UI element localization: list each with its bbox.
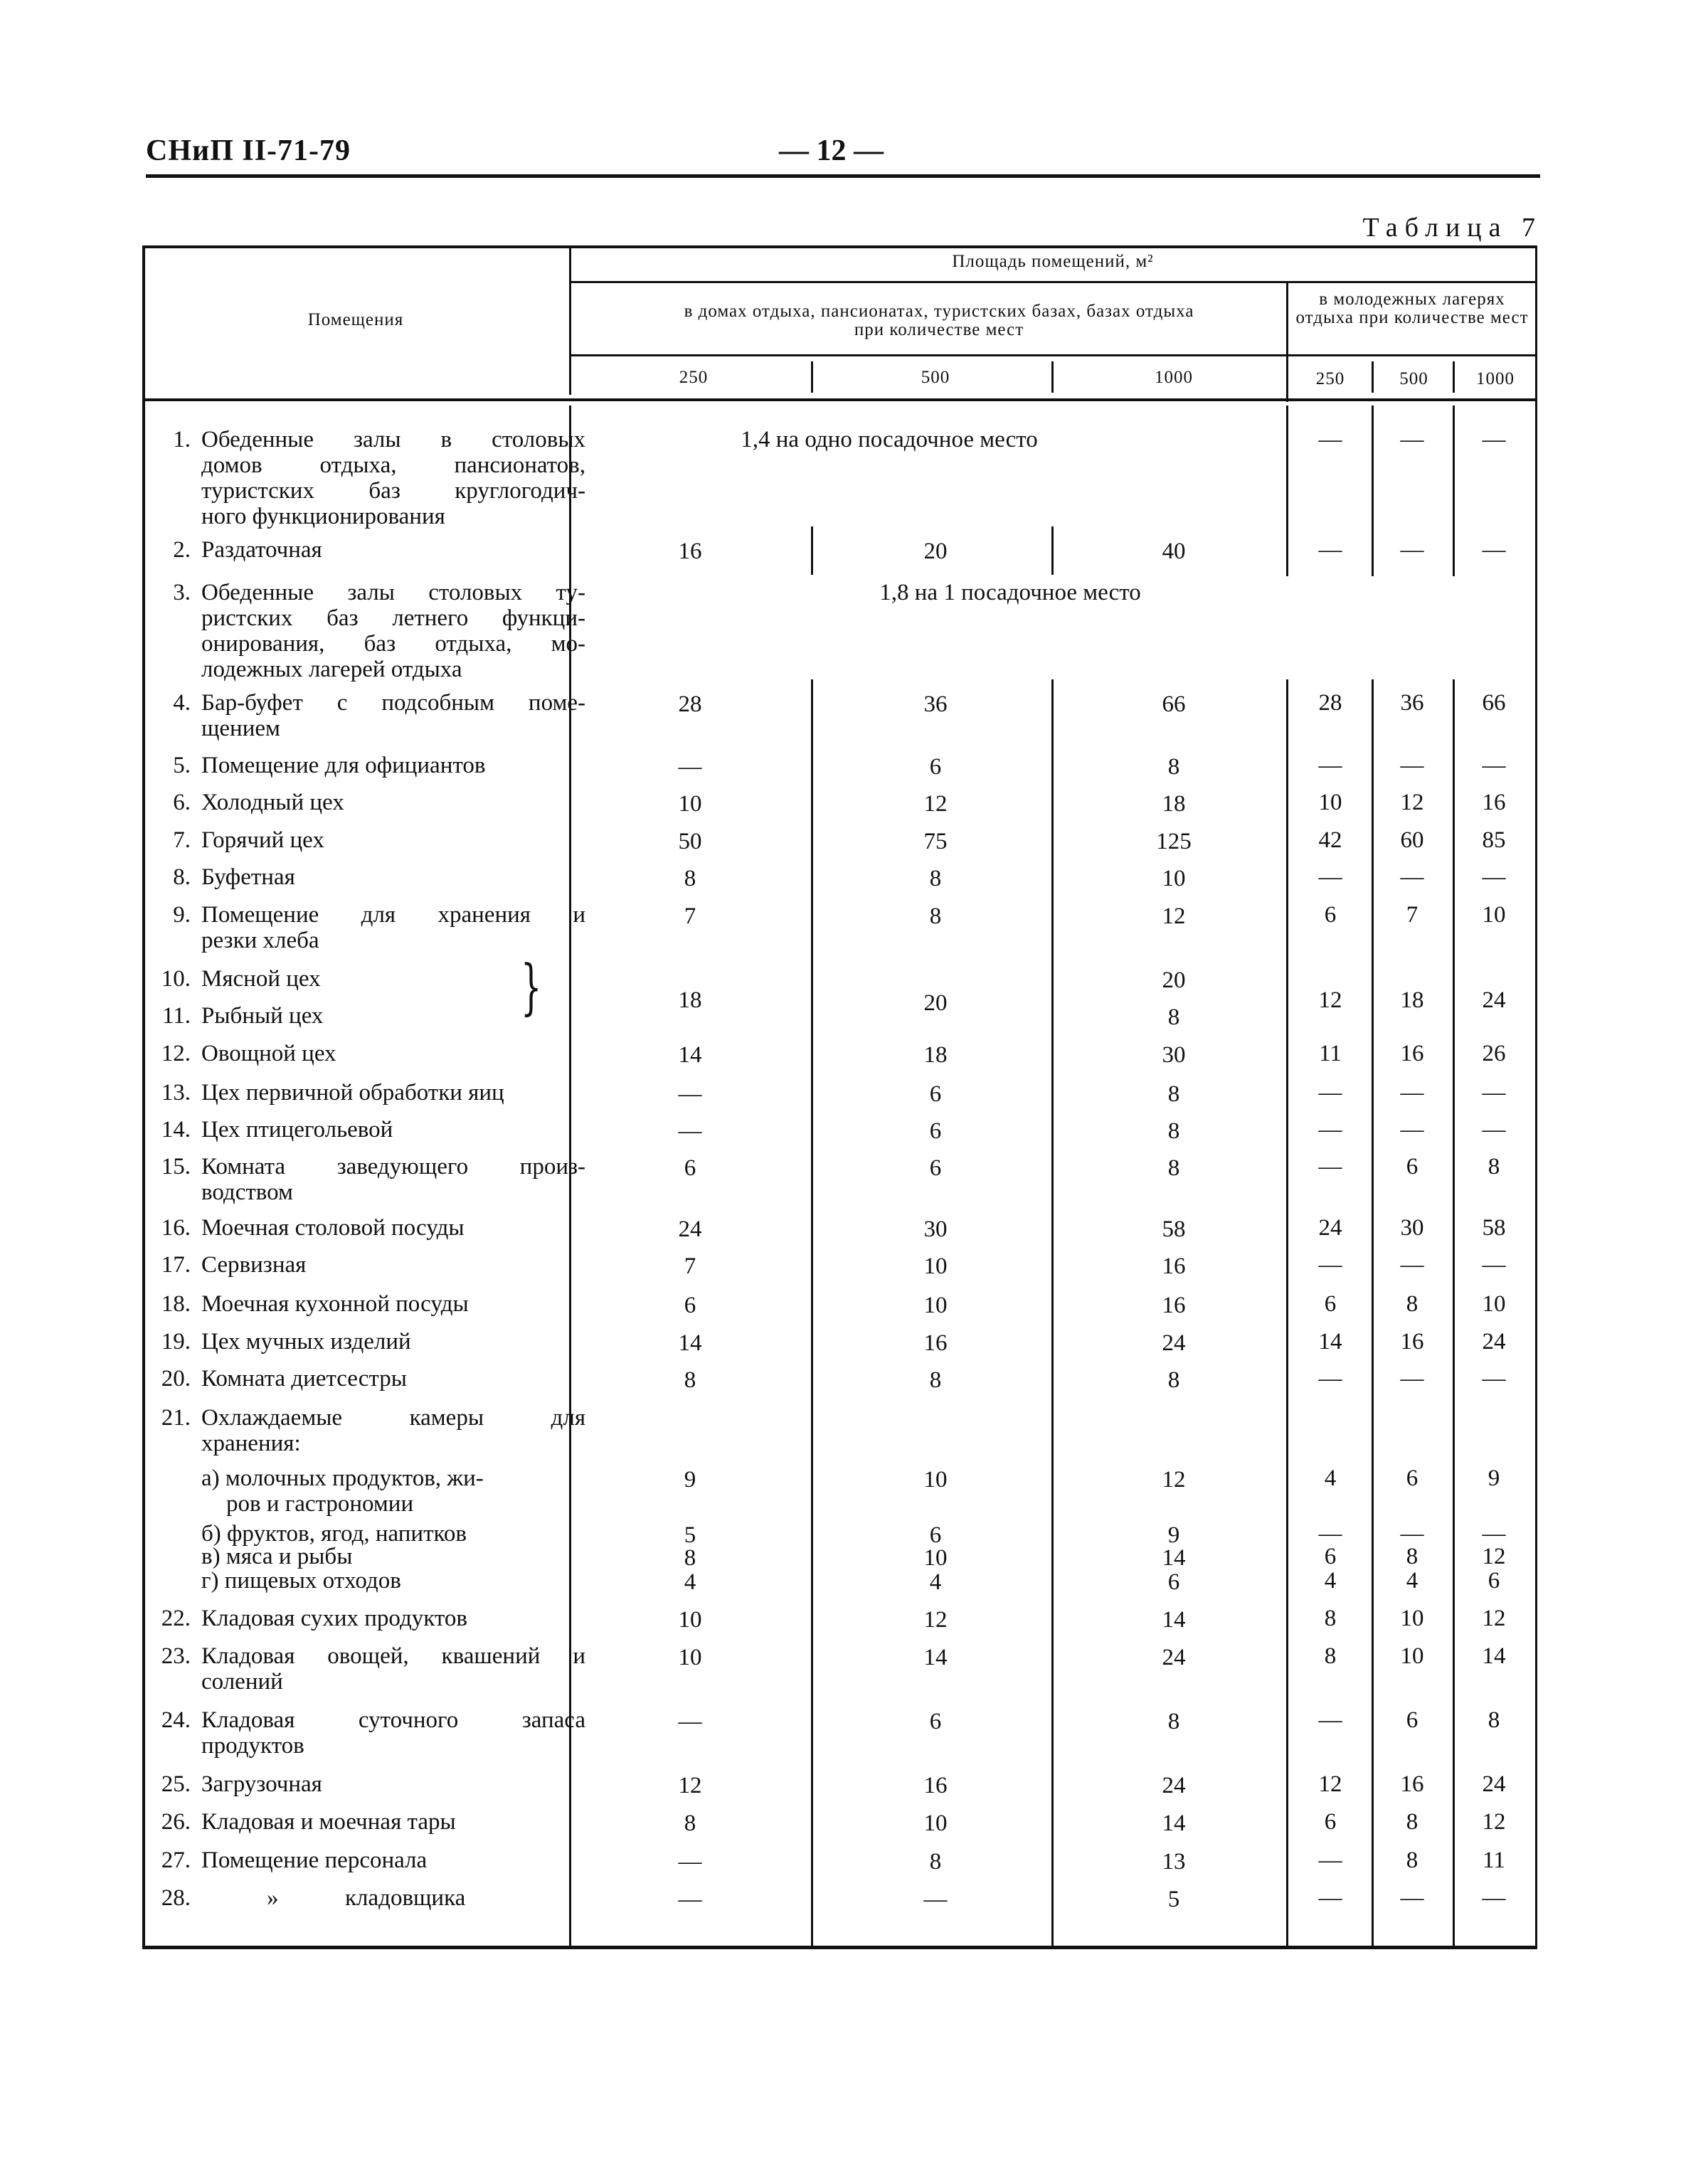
table-cell: — — [1318, 537, 1342, 563]
table-cell: — — [1400, 1252, 1424, 1278]
document-code: СНиП II-71-79 — [146, 134, 351, 167]
header-premises-divider — [569, 245, 571, 395]
row-label: Помещение для хранения и — [201, 902, 585, 928]
row-sublabel: ров и гастрономии — [226, 1491, 414, 1517]
page-number: — 12 — — [779, 134, 884, 167]
table-cell: — — [923, 1887, 948, 1912]
row-number: 6. — [173, 790, 191, 815]
row-label: продуктов — [201, 1733, 304, 1759]
table-cell: — — [1482, 1080, 1506, 1106]
row-label: онирования, баз отдыха, мо- — [201, 631, 585, 657]
table-cell: 14 — [1162, 1811, 1186, 1836]
table-cell: — — [1318, 864, 1342, 890]
table-cell: 8 — [1406, 1291, 1418, 1317]
g2-places-250: 250 — [1315, 369, 1345, 388]
table-cell: 8 — [1167, 1004, 1180, 1030]
table-cell: 11 — [1319, 1041, 1342, 1066]
table-cell: 20 — [1162, 968, 1186, 993]
row-label: Рыбный цех — [201, 1003, 324, 1029]
table-cell: 16 — [678, 539, 702, 564]
table-cell: — — [1318, 1252, 1342, 1278]
table-cell: — — [678, 1709, 702, 1734]
row-label: Холодный цех — [201, 790, 344, 815]
table-cell: 14 — [923, 1645, 948, 1670]
table-cell: 5 — [1167, 1887, 1180, 1912]
row-label: Цех птицегольевой — [201, 1117, 393, 1143]
table-cell: — — [1482, 753, 1506, 778]
table-cell: 28 — [678, 691, 702, 717]
row-label: резки хлеба — [201, 928, 319, 953]
row1-span-note: 1,4 на одно посадочное место — [741, 427, 1038, 452]
header-places-rule — [569, 354, 1537, 356]
table-cell: 13 — [1162, 1849, 1186, 1875]
table-cell: 8 — [1167, 1118, 1180, 1144]
table-cell: — — [678, 754, 702, 780]
table-cell: 30 — [1400, 1215, 1424, 1241]
row3-span-note: 1,8 на 1 посадочное место — [879, 580, 1141, 605]
table-cell: — — [1318, 1154, 1342, 1180]
table-cell: 10 — [1400, 1606, 1424, 1631]
table-cell: 66 — [1162, 691, 1186, 717]
merged-10-11-g2-500: 18 — [1400, 987, 1424, 1013]
table-cell: 8 — [1167, 1081, 1180, 1107]
row-label: Помещение персонала — [201, 1848, 428, 1873]
table-cell: 8 — [684, 1811, 696, 1836]
row-label: Кладовая и моечная тары — [201, 1809, 456, 1835]
table-cell: — — [1318, 1848, 1342, 1873]
row-number: 2. — [173, 537, 191, 563]
header-bottom-rule — [142, 398, 1537, 401]
places-sep — [1372, 361, 1374, 393]
row-number: 21. — [161, 1405, 191, 1431]
row-number: 13. — [161, 1080, 191, 1106]
table-cell: — — [1318, 753, 1342, 778]
table-cell: 8 — [1324, 1643, 1337, 1669]
table-cell: 18 — [923, 1042, 948, 1068]
table-cell: 8 — [684, 1367, 696, 1393]
table-cell: 4 — [929, 1569, 942, 1595]
table-cell: 4 — [684, 1569, 696, 1595]
table-cell: 16 — [1482, 790, 1506, 815]
table-cell: — — [1400, 1366, 1424, 1391]
row-label: Кладовая сухих продуктов — [201, 1606, 467, 1631]
row-number: 24. — [161, 1707, 191, 1733]
row-number: 12. — [161, 1041, 191, 1066]
table-cell: 9 — [684, 1467, 696, 1493]
places-sep — [811, 361, 813, 393]
g1-places-1000: 1000 — [1155, 368, 1193, 387]
row-number: 22. — [161, 1606, 191, 1631]
table-cell: 85 — [1482, 827, 1506, 853]
table-cell: 14 — [1162, 1545, 1186, 1571]
table-cell: 6 — [1324, 1291, 1337, 1317]
table-cell: 11 — [1483, 1848, 1505, 1873]
row-sublabel: а) молочных продуктов, жи- — [201, 1465, 484, 1491]
table-cell: — — [1400, 1521, 1424, 1547]
header-area-rule — [569, 281, 1537, 283]
table-cell: 8 — [1167, 1367, 1180, 1393]
row-label: Загрузочная — [201, 1771, 322, 1797]
row-label: Комната заведующего произ- — [201, 1154, 585, 1180]
row-label: Овощной цех — [201, 1041, 336, 1066]
table-cell: 16 — [1400, 1329, 1424, 1355]
table-cell: 10 — [678, 1607, 702, 1633]
table-cell: — — [1318, 1707, 1342, 1733]
table-cell: — — [1318, 1366, 1342, 1391]
table-cell: 12 — [678, 1773, 702, 1798]
table-cell: — — [678, 1849, 702, 1875]
table-cell: 6 — [684, 1293, 696, 1318]
table-cell: 10 — [1400, 1643, 1424, 1669]
row-label: Комната диетсестры — [201, 1366, 407, 1391]
row-label: Охлаждаемые камеры для — [201, 1405, 585, 1431]
table-cell: 14 — [1482, 1643, 1506, 1669]
row-label: » — [267, 1885, 279, 1911]
table-cell: 16 — [923, 1330, 948, 1356]
table-cell: 8 — [1406, 1809, 1418, 1835]
table-cell: 12 — [1162, 903, 1186, 929]
table-cell: 125 — [1156, 829, 1192, 854]
row-label: Помещение для официантов — [201, 753, 486, 778]
table-cell: 16 — [1400, 1041, 1424, 1066]
table-cell: — — [1400, 753, 1424, 778]
row-number: 10. — [161, 966, 191, 992]
table-cell: 6 — [1324, 1809, 1337, 1835]
table-cell: 24 — [1482, 1771, 1506, 1797]
merged-10-11-g1-500: 20 — [923, 990, 948, 1016]
table-cell: 6 — [929, 1118, 942, 1144]
g1-places-500: 500 — [921, 368, 950, 387]
table-cell: 10 — [678, 1645, 702, 1670]
merged-10-11-g2-250: 12 — [1318, 987, 1342, 1013]
table-cell: 6 — [1167, 1569, 1180, 1595]
table-cell: — — [1400, 1117, 1424, 1143]
table-cell: — — [1318, 1521, 1342, 1547]
table-cell: — — [1482, 1252, 1506, 1278]
row-label: Сервизная — [201, 1252, 307, 1278]
table-cell: 4 — [1406, 1568, 1418, 1594]
g1-places-250: 250 — [679, 368, 709, 387]
grouping-brace: } — [521, 952, 542, 1022]
table-cell: 12 — [1482, 1809, 1506, 1835]
table-cell: 36 — [1400, 690, 1424, 716]
table-cell: 10 — [923, 1545, 948, 1571]
row-label: хранения: — [201, 1431, 301, 1456]
table-cell: 66 — [1482, 690, 1506, 716]
table-cell: — — [678, 1887, 702, 1912]
row-label: солений — [201, 1669, 283, 1695]
table-cell: 36 — [923, 691, 948, 717]
table-cell: 8 — [1488, 1707, 1500, 1733]
row-label: Моечная кухонной посуды — [201, 1291, 469, 1317]
table-cell: 8 — [929, 903, 942, 929]
table-cell: 12 — [1482, 1606, 1506, 1631]
table-cell: 12 — [1318, 1771, 1342, 1797]
table-cell: 14 — [1162, 1607, 1186, 1633]
table-cell: 30 — [1162, 1042, 1186, 1068]
row-label: туристских баз круглогодич- — [201, 478, 585, 504]
table-cell: 16 — [1400, 1771, 1424, 1797]
header-rule — [146, 174, 1540, 178]
header-group-divider — [1286, 281, 1288, 402]
row-number: 7. — [173, 827, 191, 853]
table-cell: 24 — [1162, 1773, 1186, 1798]
table-cell: 6 — [684, 1155, 696, 1181]
table-cell: 8 — [929, 1367, 942, 1393]
table-cell: 10 — [923, 1293, 948, 1318]
table-cell: 6 — [929, 1155, 942, 1181]
table-cell: — — [1400, 427, 1424, 452]
row-label: Горячий цех — [201, 827, 324, 853]
table-cell: 42 — [1318, 827, 1342, 853]
table-cell: 6 — [929, 1709, 942, 1734]
table-top-rule — [142, 245, 1537, 248]
table-cell: 10 — [923, 1253, 948, 1279]
table-cell: 58 — [1162, 1216, 1186, 1242]
row-label: Кладовая суточного запаса — [201, 1707, 585, 1733]
g2-places-500: 500 — [1399, 369, 1428, 388]
group2-header: в молодежных лагерях отдыха при количестве мест — [1295, 290, 1529, 327]
row-sublabel: б) фруктов, ягод, напитков — [201, 1521, 467, 1547]
table-cell: 8 — [1167, 1709, 1180, 1734]
table-cell: — — [1318, 427, 1342, 452]
row-number: 8. — [173, 864, 191, 890]
merged-10-11-g1-250: 18 — [678, 987, 702, 1013]
table-cell: 12 — [923, 1607, 948, 1633]
row-number: 9. — [173, 902, 191, 928]
table-cell: 50 — [678, 829, 702, 854]
table-cell: 18 — [1162, 791, 1186, 817]
table-cell: 28 — [1318, 690, 1342, 716]
table-cell: 6 — [929, 1522, 942, 1548]
table-cell: — — [1482, 1117, 1506, 1143]
body-col-sep — [1051, 679, 1054, 1946]
row-number: 16. — [161, 1215, 191, 1241]
row-number: 20. — [161, 1366, 191, 1391]
table-cell: 8 — [929, 1849, 942, 1875]
table-cell: 24 — [678, 1216, 702, 1242]
table-cell: 6 — [929, 1081, 942, 1107]
table-cell: 26 — [1482, 1041, 1506, 1066]
table-bottom-rule — [142, 1946, 1537, 1949]
table-cell: — — [678, 1081, 702, 1107]
row-number: 18. — [161, 1291, 191, 1317]
table-cell: 6 — [1406, 1707, 1418, 1733]
table-cell: 40 — [1162, 539, 1186, 564]
row-label: водством — [201, 1180, 293, 1205]
row2-sep — [1051, 526, 1054, 575]
row-label: лодежных лагерей отдыха — [201, 657, 462, 682]
table-cell: — — [1482, 1366, 1506, 1391]
row-number: 23. — [161, 1643, 191, 1669]
table-cell: 24 — [1482, 1329, 1506, 1355]
table-cell: 5 — [684, 1522, 696, 1548]
table-cell: — — [1400, 864, 1424, 890]
table-cell: 4 — [1324, 1465, 1337, 1491]
table-cell: 4 — [1324, 1568, 1337, 1594]
table-cell: 60 — [1400, 827, 1424, 853]
row-label: Обеденные залы столовых ту- — [201, 580, 585, 605]
col-area-header: Площадь помещений, м² — [952, 252, 1154, 271]
table-cell: 58 — [1482, 1215, 1506, 1241]
table-cell: 12 — [923, 791, 948, 817]
row-label: кладовщика — [345, 1885, 466, 1911]
row-sublabel: в) мяса и рыбы — [201, 1544, 353, 1569]
g2-places-1000: 1000 — [1476, 369, 1515, 388]
table-cell: 24 — [1318, 1215, 1342, 1241]
row-number: 3. — [173, 580, 191, 605]
table-cell: 24 — [1162, 1645, 1186, 1670]
table-cell: 8 — [1167, 754, 1180, 780]
table-cell: — — [1400, 1080, 1424, 1106]
table-cell: 6 — [1406, 1154, 1418, 1180]
row2-sep — [811, 526, 813, 575]
row-number: 28. — [161, 1885, 191, 1911]
row-label: Моечная столовой посуды — [201, 1215, 465, 1241]
row-label: Кладовая овощей, квашений и — [201, 1643, 585, 1669]
table-cell: 10 — [1162, 866, 1186, 891]
col-premises-header: Помещения — [307, 310, 404, 329]
row-number: 14. — [161, 1117, 191, 1143]
table-cell: 8 — [1324, 1606, 1337, 1631]
row-label: Обеденные залы в столовых — [201, 427, 585, 452]
body-col-sep — [811, 679, 813, 1946]
table-cell: 8 — [1488, 1154, 1500, 1180]
table-cell: 8 — [684, 1545, 696, 1571]
table-cell: 8 — [684, 866, 696, 891]
table-cell: 8 — [1406, 1544, 1418, 1569]
row-number: 19. — [161, 1329, 191, 1355]
table-cell: 14 — [678, 1042, 702, 1068]
table-cell: — — [1400, 537, 1424, 563]
group1-header: в домах отдыха, пансионатах, туристских базах, базах отдыха при количестве мест — [684, 302, 1194, 339]
table-cell: — — [1482, 1521, 1506, 1547]
row-number: 11. — [161, 1003, 191, 1029]
table-cell: 16 — [923, 1773, 948, 1798]
table-cell: — — [1482, 537, 1506, 563]
row-number: 17. — [161, 1252, 191, 1278]
row-label: ного функционирования — [201, 504, 445, 529]
table-cell: 7 — [684, 903, 696, 929]
table-cell: — — [1482, 427, 1506, 452]
table-cell: 8 — [929, 866, 942, 891]
merged-10-11-g2-1000: 24 — [1482, 987, 1506, 1013]
places-sep — [1453, 361, 1455, 393]
table-cell: 6 — [929, 754, 942, 780]
table-cell: — — [1400, 1885, 1424, 1911]
table-cell: — — [1482, 1885, 1506, 1911]
row-label: Цех мучных изделий — [201, 1329, 411, 1355]
table-cell: — — [1318, 1117, 1342, 1143]
table-cell: 10 — [923, 1811, 948, 1836]
table-cell: 24 — [1162, 1330, 1186, 1356]
table-caption: Таблица 7 — [1362, 213, 1542, 243]
table-cell: 9 — [1488, 1465, 1500, 1491]
row-number: 4. — [173, 690, 191, 716]
table-cell: 14 — [1318, 1329, 1342, 1355]
places-sep — [1051, 361, 1054, 393]
table-cell: 10 — [678, 791, 702, 817]
table-cell: 14 — [678, 1330, 702, 1356]
row-label: ристских баз летнего функци- — [201, 605, 585, 631]
table-cell: — — [1482, 864, 1506, 890]
row-number: 25. — [161, 1771, 191, 1797]
table-cell: 6 — [1324, 902, 1337, 928]
row-label: Раздаточная — [201, 537, 322, 563]
row-number: 5. — [173, 753, 191, 778]
table-cell: 16 — [1162, 1253, 1186, 1279]
table-cell: 10 — [923, 1467, 948, 1493]
row-number: 27. — [161, 1848, 191, 1873]
row-number: 15. — [161, 1154, 191, 1180]
table-cell: — — [1318, 1885, 1342, 1911]
table-cell: 9 — [1167, 1522, 1180, 1548]
table-cell: 6 — [1488, 1568, 1500, 1594]
table-cell: 7 — [1406, 902, 1418, 928]
table-cell: 75 — [923, 829, 948, 854]
row-label: Цех первичной обработки яиц — [201, 1080, 504, 1106]
row-label: домов отдыха, пансионатов, — [201, 452, 585, 478]
table-cell: 6 — [1324, 1544, 1337, 1569]
row-label: Буфетная — [201, 864, 295, 890]
row-label: щением — [201, 716, 280, 741]
row-number: 1. — [173, 427, 191, 452]
table-cell: 10 — [1318, 790, 1342, 815]
table-cell: 8 — [1167, 1155, 1180, 1181]
table-cell: 10 — [1482, 1291, 1506, 1317]
table-cell: 10 — [1482, 902, 1506, 928]
table-cell: — — [678, 1118, 702, 1144]
row-sublabel: г) пищевых отходов — [201, 1568, 401, 1594]
table-cell: 6 — [1406, 1465, 1418, 1491]
table-cell: 8 — [1406, 1848, 1418, 1873]
table-cell: 20 — [923, 539, 948, 564]
table-cell: 12 — [1482, 1544, 1506, 1569]
table-cell: 7 — [684, 1253, 696, 1279]
table-cell: 12 — [1162, 1467, 1186, 1493]
row-label: Мясной цех — [201, 966, 321, 992]
table-cell: 30 — [923, 1216, 948, 1242]
row-number: 26. — [161, 1809, 191, 1835]
table-cell: 12 — [1400, 790, 1424, 815]
row-label: Бар-буфет с подсобным поме- — [201, 690, 585, 716]
table-cell: — — [1318, 1080, 1342, 1106]
table-cell: 16 — [1162, 1293, 1186, 1318]
